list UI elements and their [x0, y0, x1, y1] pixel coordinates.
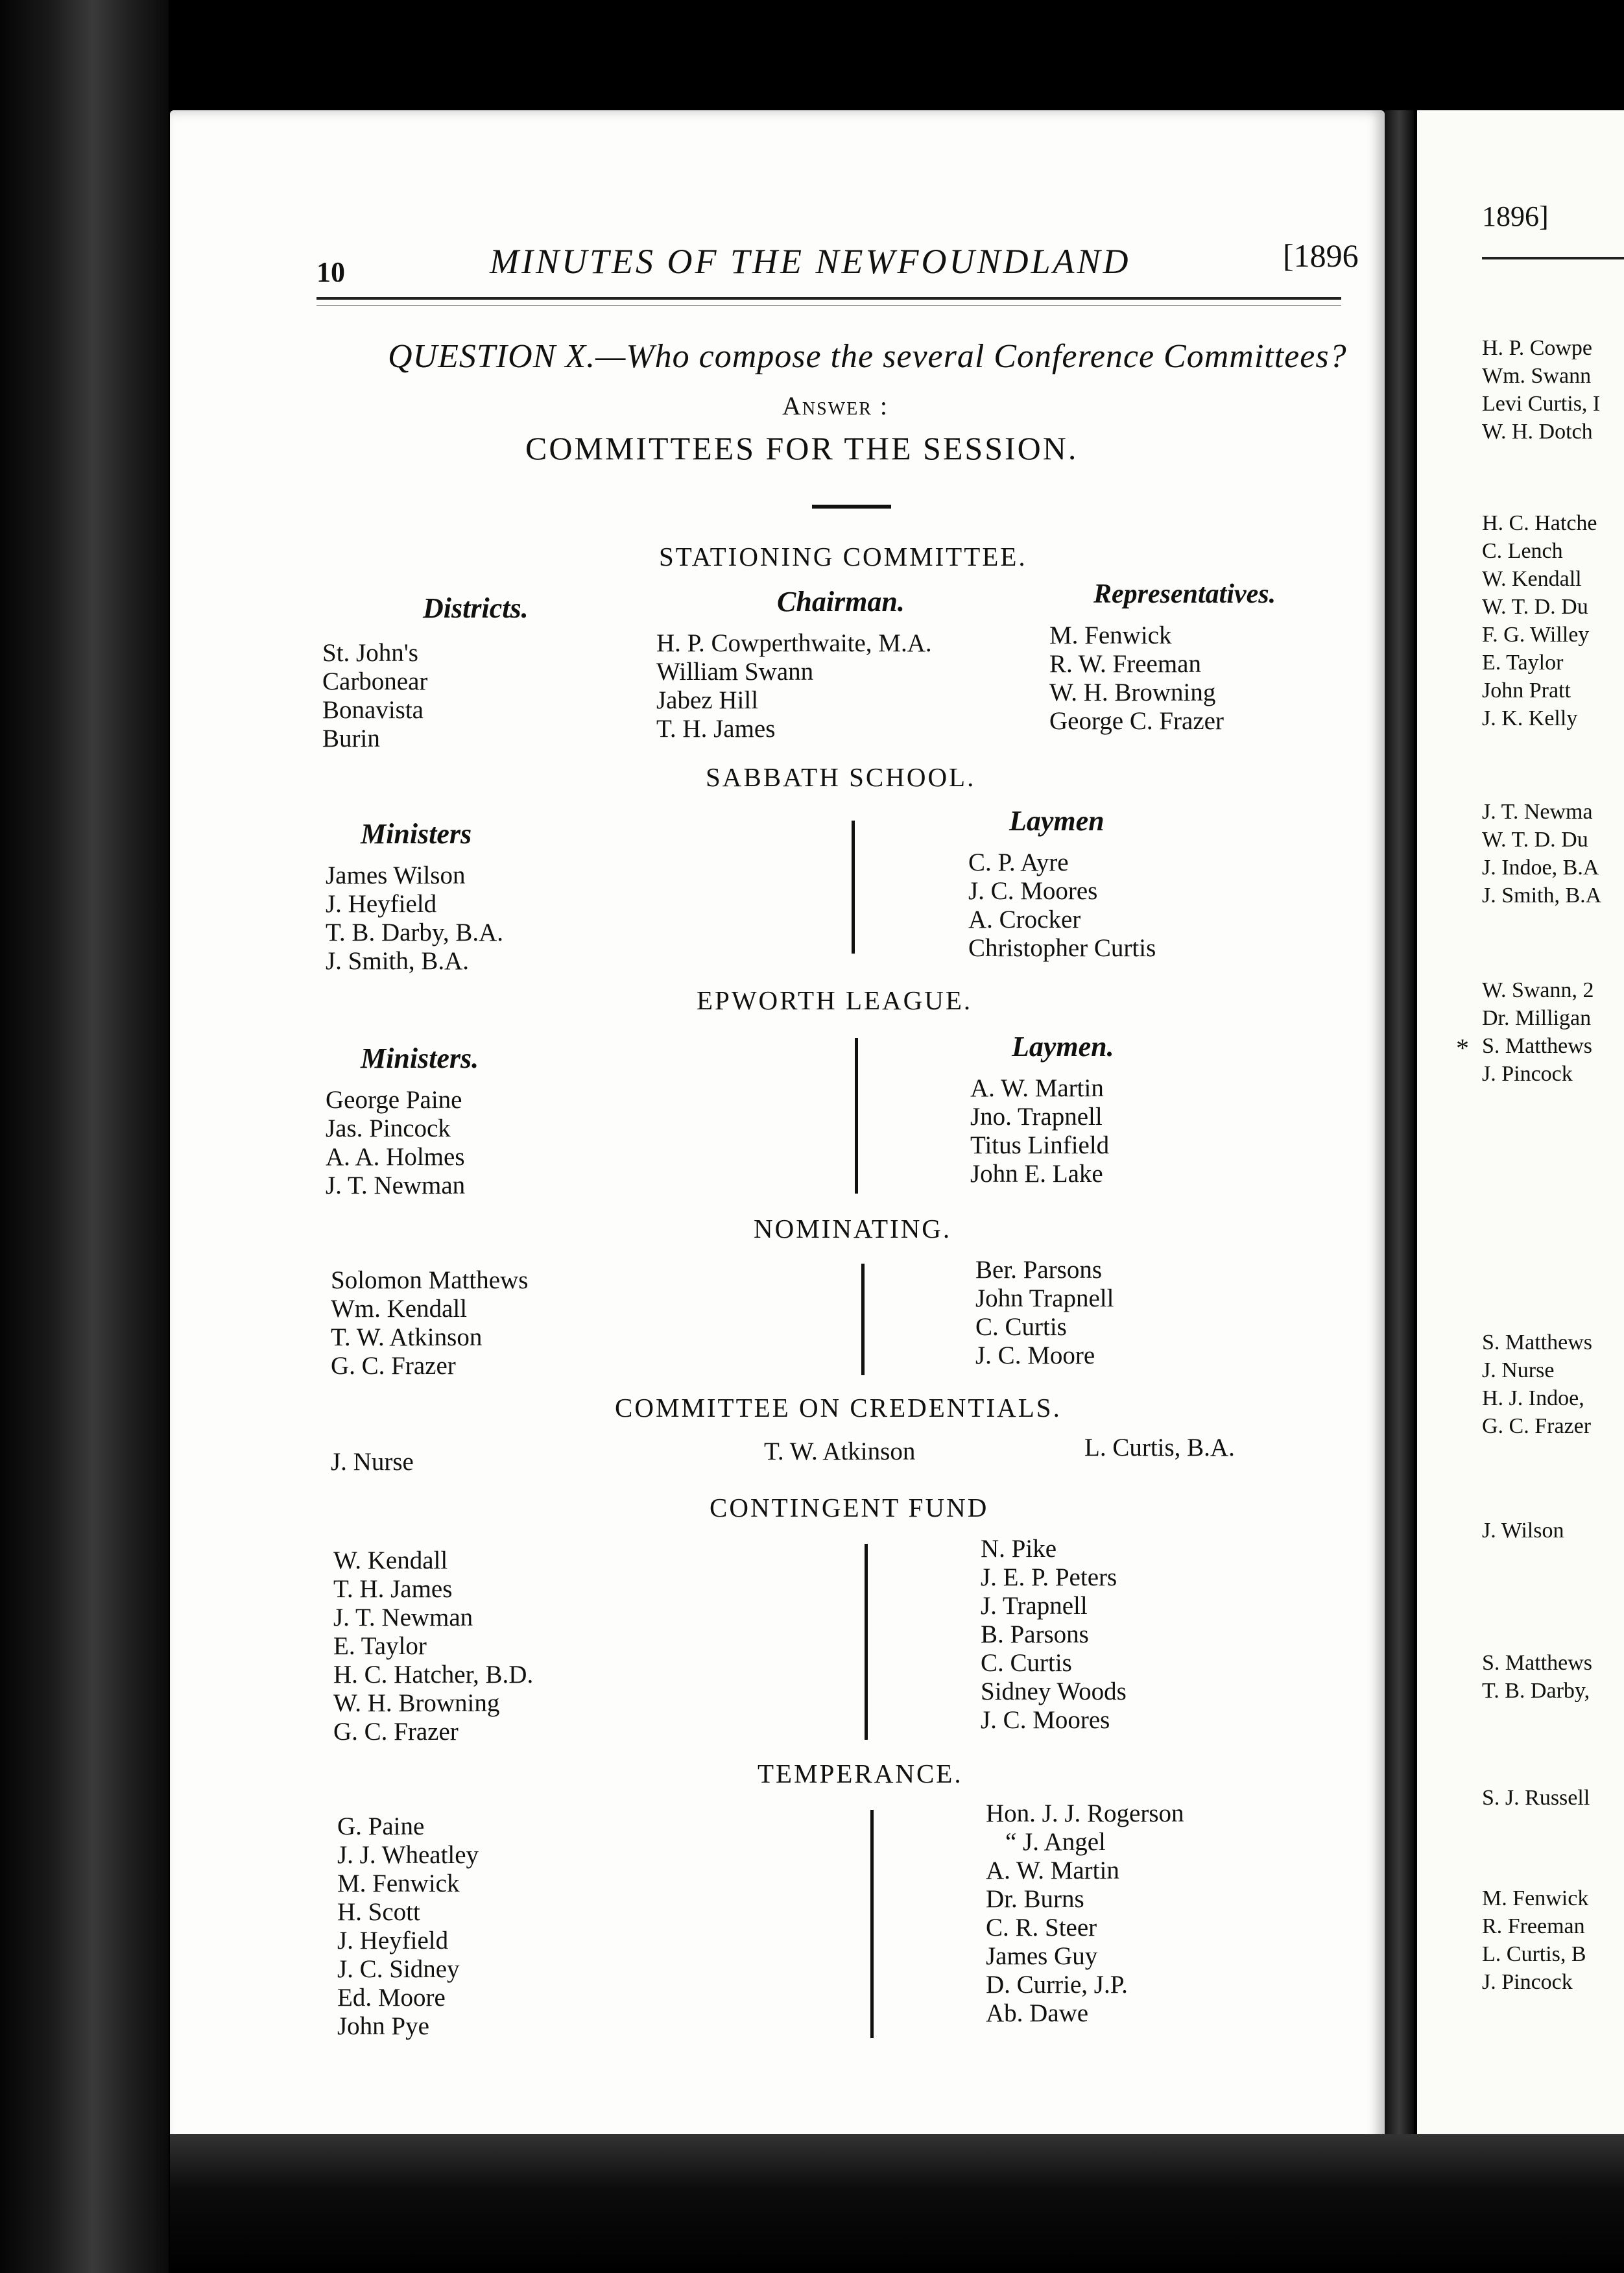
right-group-3: [1482, 798, 1601, 909]
list-item: J. T. Newma: [1482, 800, 1593, 824]
list-item: C. Curtis: [981, 1649, 1072, 1677]
list-item: J. Pincock: [1482, 1062, 1573, 1086]
list-item: J. Pincock: [1482, 1970, 1573, 1994]
list-item: G. C. Frazer: [331, 1352, 456, 1380]
list-item: W. T. D. Du: [1482, 828, 1588, 852]
contingent-right-list: [981, 1535, 1127, 1735]
representatives-list: [1049, 621, 1224, 736]
list-item: Burin: [322, 725, 380, 752]
list-item: W. H. Browning: [1049, 679, 1216, 706]
stationing-title: STATIONING COMMITTEE.: [659, 542, 1027, 571]
list-item: J. Wilson: [1482, 1519, 1564, 1543]
list-item: G. Paine: [337, 1812, 425, 1840]
list-item: S. Matthews: [1482, 1330, 1592, 1354]
list-item: W. Kendall: [1482, 567, 1582, 591]
right-group-5: [1482, 1329, 1592, 1440]
list-item: J. C. Sidney: [337, 1955, 460, 1983]
list-item: A. Crocker: [968, 906, 1081, 933]
contingent-left-list: [333, 1546, 533, 1746]
question-text: QUESTION X.—Who compose the several Conference Committees?: [388, 338, 1347, 375]
list-item: J. Indoe, B.A: [1482, 856, 1599, 880]
sabbath-ministers-list: [326, 861, 503, 976]
list-item: J. T. Newman: [326, 1172, 466, 1199]
asterisk-mark: *: [1456, 1033, 1469, 1063]
list-item: Levi Curtis, I: [1482, 392, 1601, 416]
list-item: S. Matthews: [1482, 1651, 1592, 1675]
list-item: John E. Lake: [970, 1160, 1103, 1188]
list-item: E. Taylor: [1482, 651, 1564, 675]
nominating-right-list: [975, 1256, 1114, 1370]
nominating-title: NOMINATING.: [754, 1214, 952, 1244]
list-item: T. H. James: [656, 715, 776, 743]
list-item: A. W. Martin: [986, 1857, 1119, 1884]
list-item: G. C. Frazer: [1482, 1414, 1592, 1438]
credentials-title: COMMITTEE ON CREDENTIALS.: [615, 1393, 1062, 1423]
list-item: Jas. Pincock: [326, 1114, 451, 1142]
list-item: J. J. Wheatley: [337, 1841, 479, 1869]
list-item: C. Curtis: [975, 1313, 1067, 1341]
list-item: James Wilson: [326, 861, 466, 889]
list-item: H. Scott: [337, 1898, 420, 1926]
list-item: M. Fenwick: [337, 1870, 460, 1897]
list-item: T. W. Atkinson: [331, 1323, 483, 1351]
chairmen-list: [656, 629, 932, 743]
list-item: M. Fenwick: [1482, 1886, 1589, 1910]
epworth-laymen-list: [970, 1074, 1109, 1188]
list-item: J. Heyfield: [326, 890, 437, 918]
list-item: T. B. Darby, B.A.: [326, 919, 504, 946]
list-item: Carbonear: [322, 667, 428, 695]
list-item: Wm. Kendall: [331, 1295, 468, 1323]
epworth-laymen-label: Laymen.: [1012, 1031, 1114, 1063]
list-item: H. C. Hatche: [1482, 511, 1597, 535]
list-item: F. G. Willey: [1482, 623, 1590, 647]
running-title: MINUTES OF THE NEWFOUNDLAND: [490, 242, 1131, 281]
representatives-label: Representatives.: [1093, 579, 1276, 609]
list-item: George C. Frazer: [1049, 707, 1224, 735]
list-item: Jabez Hill: [656, 686, 759, 714]
list-item: John Trapnell: [975, 1284, 1114, 1312]
temperance-title: TEMPERANCE.: [758, 1759, 963, 1788]
list-item: T. B. Darby,: [1482, 1679, 1590, 1703]
list-item: Titus Linfield: [970, 1131, 1110, 1159]
list-item: Sidney Woods: [981, 1678, 1127, 1705]
list-item: H. C. Hatcher, B.D.: [333, 1661, 534, 1689]
column-divider: [865, 1544, 868, 1740]
list-item: St. John's: [322, 639, 418, 667]
list-item: “ J. Angel: [1005, 1828, 1106, 1856]
list-item: S. J. Russell: [1482, 1786, 1590, 1810]
list-item: J. C. Moore: [975, 1341, 1095, 1369]
list-item: N. Pike: [981, 1535, 1057, 1563]
right-group-8: [1482, 1784, 1590, 1812]
list-item: H. P. Cowpe: [1482, 336, 1593, 360]
list-item: Dr. Burns: [986, 1885, 1084, 1913]
scan-left-edge: [0, 0, 169, 2273]
right-group-7: [1482, 1649, 1592, 1705]
list-item: J. Smith, B.A.: [326, 947, 470, 975]
list-item: R. Freeman: [1482, 1914, 1585, 1938]
answer-label: Answer :: [782, 391, 889, 420]
list-item: J. C. Moores: [968, 877, 1098, 905]
list-item: J. C. Moores: [981, 1706, 1110, 1734]
sabbath-laymen-label: Laymen: [1009, 805, 1105, 837]
right-group-4: [1482, 976, 1594, 1088]
list-item: A. W. Martin: [970, 1074, 1104, 1102]
list-item: Solomon Matthews: [331, 1266, 529, 1294]
right-page-content: [1417, 110, 1624, 2154]
epworth-ministers-label: Ministers.: [361, 1042, 479, 1074]
list-item: James Guy: [986, 1942, 1098, 1970]
section-divider: [812, 505, 891, 509]
list-item: W. T. D. Du: [1482, 595, 1588, 619]
book-spine: [1385, 110, 1414, 2219]
list-item: W. H. Browning: [333, 1689, 500, 1717]
list-item: C. P. Ayre: [968, 848, 1069, 876]
list-item: B. Parsons: [981, 1620, 1089, 1648]
list-item: C. Lench: [1482, 539, 1563, 563]
epworth-title: EPWORTH LEAGUE.: [697, 985, 973, 1015]
sabbath-title: SABBATH SCHOOL.: [706, 762, 976, 792]
list-item: John Pye: [337, 2012, 429, 2040]
header-rule-thin: [316, 305, 1341, 306]
sabbath-ministers-label: Ministers: [361, 818, 472, 850]
right-header-rule: [1482, 257, 1624, 259]
list-item: E. Taylor: [333, 1632, 427, 1660]
list-item: Jno. Trapnell: [970, 1103, 1103, 1131]
chairman-label: Chairman.: [777, 586, 905, 618]
credentials-left: J. Nurse: [331, 1448, 414, 1476]
districts-list: [322, 639, 427, 753]
scan-bottom-edge: [170, 2134, 1624, 2273]
list-item: W. Swann, 2: [1482, 978, 1594, 1002]
list-item: J. Trapnell: [981, 1592, 1088, 1620]
list-item: John Pratt: [1482, 679, 1571, 703]
column-divider: [855, 1038, 858, 1194]
credentials-right: L. Curtis, B.A.: [1084, 1434, 1235, 1461]
list-item: J. T. Newman: [333, 1604, 473, 1631]
list-item: H. J. Indoe,: [1482, 1386, 1584, 1410]
list-item: S. Matthews: [1482, 1034, 1592, 1058]
list-item: Ed. Moore: [337, 1984, 446, 2012]
list-item: W. Kendall: [333, 1546, 448, 1574]
list-item: M. Fenwick: [1049, 621, 1172, 649]
main-heading: COMMITTEES FOR THE SESSION.: [525, 430, 1079, 466]
nominating-left-list: [331, 1266, 528, 1380]
list-item: D. Currie, J.P.: [986, 1971, 1128, 1999]
list-item: Bonavista: [322, 696, 424, 724]
list-item: R. W. Freeman: [1049, 650, 1201, 678]
list-item: J. K. Kelly: [1482, 706, 1578, 730]
list-item: George Paine: [326, 1086, 462, 1114]
list-item: Hon. J. J. Rogerson: [986, 1799, 1184, 1827]
right-page-year: 1896]: [1482, 200, 1549, 232]
list-item: L. Curtis, B: [1482, 1942, 1586, 1966]
temperance-left-list: [337, 1812, 479, 2041]
list-item: W. H. Dotch: [1482, 420, 1593, 444]
list-item: C. R. Steer: [986, 1914, 1097, 1942]
list-item: Wm. Swann: [1482, 364, 1592, 388]
list-item: J. Nurse: [1482, 1358, 1555, 1382]
right-group-1: [1482, 334, 1600, 446]
right-group-6: [1482, 1517, 1564, 1545]
districts-label: Districts.: [423, 592, 529, 624]
right-group-2: [1482, 509, 1597, 732]
list-item: J. Heyfield: [337, 1927, 449, 1954]
right-group-9: [1482, 1884, 1588, 1996]
credentials-middle: T. W. Atkinson: [764, 1437, 916, 1465]
column-divider: [852, 821, 855, 954]
list-item: A. A. Holmes: [326, 1143, 465, 1171]
epworth-ministers-list: [326, 1086, 465, 1200]
list-item: J. E. P. Peters: [981, 1563, 1117, 1591]
list-item: H. P. Cowperthwaite, M.A.: [656, 629, 932, 657]
temperance-right-list: [986, 1799, 1184, 2028]
list-item: Dr. Milligan: [1482, 1006, 1592, 1030]
list-item: Ber. Parsons: [975, 1256, 1102, 1284]
list-item: G. C. Frazer: [333, 1718, 459, 1746]
list-item: J. Smith, B.A: [1482, 884, 1602, 908]
header-rule: [316, 297, 1341, 300]
sabbath-laymen-list: [968, 848, 1156, 963]
column-divider: [870, 1810, 874, 2038]
list-item: Ab. Dawe: [986, 1999, 1089, 2027]
list-item: Christopher Curtis: [968, 934, 1156, 962]
contingent-title: CONTINGENT FUND: [710, 1493, 989, 1522]
header-year: [1896: [1283, 237, 1359, 274]
column-divider: [861, 1264, 865, 1375]
list-item: William Swann: [656, 658, 814, 686]
list-item: T. H. James: [333, 1575, 453, 1603]
page-number: 10: [316, 256, 345, 288]
